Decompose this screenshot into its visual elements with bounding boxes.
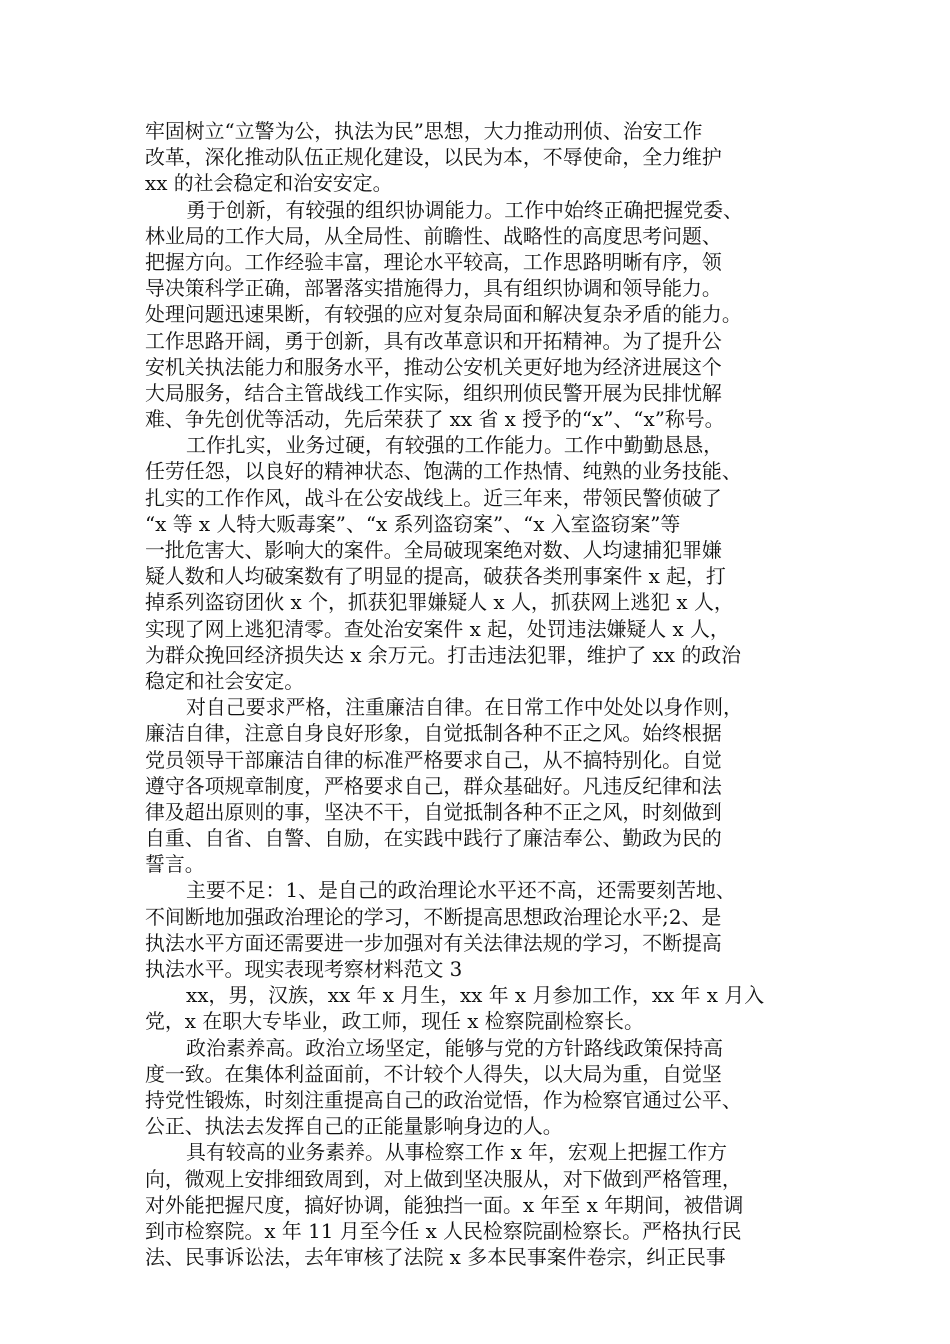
text-line: 遵守各项规章制度，严格要求自己，群众基础好。凡违反纪律和法: [145, 774, 722, 798]
text-line: xx 的社会稳定和治安安定。: [145, 172, 393, 196]
text-line: 政治素养高。政治立场坚定，能够与党的方针路线政策保持高: [186, 1036, 724, 1060]
text-line: 工作思路开阔，勇于创新，具有改革意识和开拓精神。为了提升公: [145, 329, 722, 353]
text-line: 大局服务，结合主管战线工作实际，组织刑侦民警开展为民排忧解: [145, 381, 722, 405]
text-line: 对自己要求严格，注重廉洁自律。在日常工作中处处以身作则，: [186, 696, 743, 720]
text-line: 扎实的工作作风，战斗在公安战线上。近三年来，带领民警侦破了: [145, 486, 722, 510]
text-line: 执法水平方面还需要进一步加强对有关法律法规的学习，不断提高: [145, 931, 722, 955]
text-line: 工作扎实，业务过硬，有较强的工作能力。工作中勤勤恳恳，: [186, 434, 724, 458]
text-line: 实现了网上逃犯清零。查处治安案件 x 起，处罚违法嫌疑人 x 人，: [145, 617, 730, 641]
text-line: 疑人数和人均破案数有了明显的提高，破获各类刑事案件 x 起，打: [145, 565, 726, 589]
text-line: 不间断地加强政治理论的学习，不断提高思想政治理论水平;2、是: [145, 905, 722, 929]
text-line: 对外能把握尺度，搞好协调，能独挡一面。x 年至 x 年期间，被借调: [145, 1193, 744, 1217]
text-line: 党，x 在职大专毕业，政工师，现任 x 检察院副检察长。: [145, 1010, 644, 1034]
text-line: 到市检察院。x 年 11 月至今任 x 人民检察院副检察长。严格执行民: [145, 1219, 742, 1243]
text-line: 度一致。在集体利益面前，不计较个人得失，以大局为重，自觉坚: [145, 1062, 722, 1086]
text-line: 把握方向。工作经验丰富，理论水平较高，工作思路明晰有序，领: [145, 250, 722, 274]
text-line: 为群众挽回经济损失达 x 余万元。打击违法犯罪，维护了 xx 的政治: [145, 643, 741, 667]
text-line: 掉系列盗窃团伙 x 个，抓获犯罪嫌疑人 x 人，抓获网上逃犯 x 人，: [145, 591, 734, 615]
text-line: 具有较高的业务素养。从事检察工作 x 年，宏观上把握工作方: [186, 1141, 728, 1165]
text-line: 律及超出原则的事，坚决不干，自觉抵制各种不正之风，时刻做到: [145, 800, 722, 824]
text-line: 持党性锻炼，时刻注重提高自己的政治觉悟，作为检察官通过公平、: [145, 1088, 742, 1112]
text-line: 一批危害大、影响大的案件。全局破现案绝对数、人均逮捕犯罪嫌: [145, 539, 722, 562]
text-line: 难、争先创优等活动，先后荣获了 xx 省 x 授予的“x”、“x”称号。: [145, 408, 725, 432]
document-page: [145, 119, 813, 1271]
text-line: 改革，深化推动队伍正规化建设，以民为本，不辱使命，全力维护: [145, 146, 722, 170]
text-line: 稳定和社会安定。: [145, 669, 305, 693]
text-line: 向，微观上安排细致周到，对上做到坚决服从，对下做到严格管理，: [145, 1167, 742, 1191]
text-line: “x 等 x 人特大贩毒案”、“x 系列盗窃案”、“x 入室盗窃案”等: [145, 512, 681, 536]
text-line: 处理问题迅速果断，有较强的应对复杂局面和解决复杂矛盾的能力。: [145, 303, 742, 327]
text-line: 誓言。: [145, 853, 205, 877]
text-line: 任劳任怨，以良好的精神状态、饱满的工作热情、纯熟的业务技能、: [145, 460, 742, 484]
text-line: xx，男，汉族，xx 年 x 月生，xx 年 x 月参加工作，xx 年 x 月入: [186, 984, 765, 1008]
text-line: 林业局的工作大局，从全局性、前瞻性、战略性的高度思考问题、: [145, 224, 722, 248]
text-line: 安机关执法能力和服务水平，推动公安机关更好地为经济进展这个: [145, 355, 722, 379]
text-line: 法、民事诉讼法，去年审核了法院 x 多本民事案件卷宗，纠正民事: [145, 1246, 726, 1270]
text-line: 主要不足：1、是自己的政治理论水平还不高，还需要刻苦地、: [186, 879, 736, 903]
text-line: 党员领导干部廉洁自律的标准严格要求自己，从不搞特别化。自觉: [145, 748, 722, 772]
text-line: 导决策科学正确，部署落实措施得力，具有组织协调和领导能力。: [145, 277, 722, 301]
text-line: 自重、自省、自警、自励，在实践中践行了廉洁奉公、勤政为民的: [145, 827, 722, 851]
text-line: 执法水平。现实表现考察材料范文 3: [145, 958, 463, 981]
text-line: 公正、执法去发挥自己的正能量影响身边的人。: [145, 1115, 563, 1139]
text-line: 勇于创新，有较强的组织协调能力。工作中始终正确把握党委、: [186, 198, 743, 222]
text-line: 牢固树立“立警为公，执法为民”思想，大力推动刑侦、治安工作: [145, 120, 703, 143]
text-line: 廉洁自律，注意自身良好形象，自觉抵制各种不正之风。始终根据: [145, 722, 722, 746]
